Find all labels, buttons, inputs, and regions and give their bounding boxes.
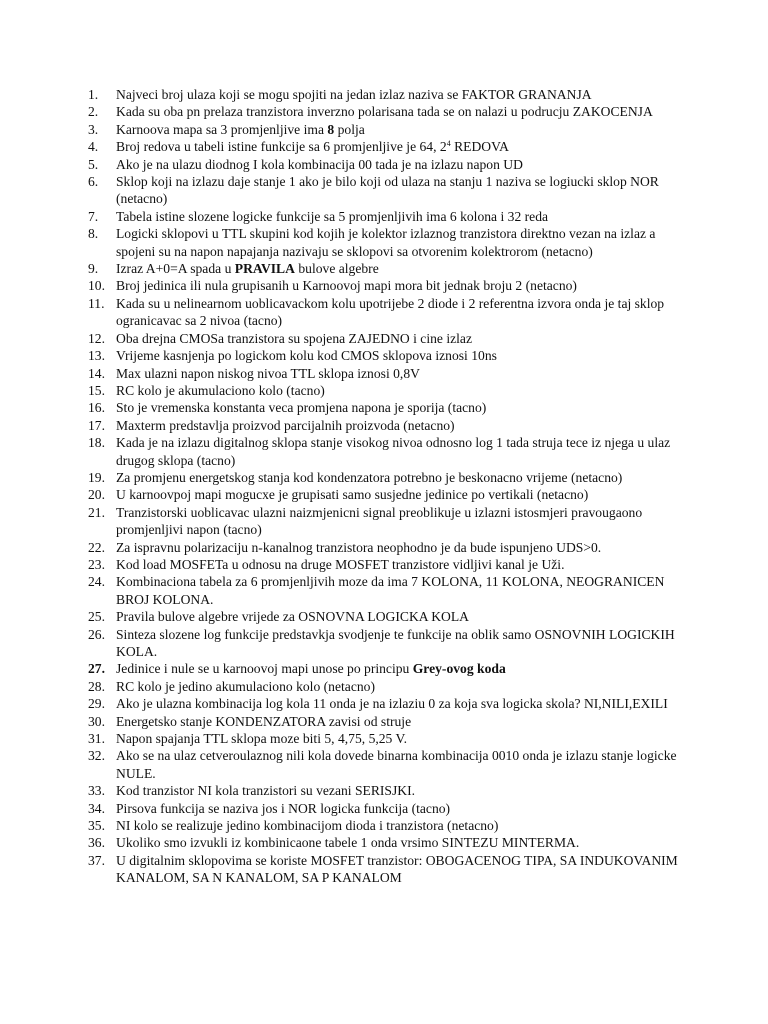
item-text	[116, 487, 588, 502]
item-number: 30.	[88, 713, 105, 729]
bold-text: PRAVILA	[234, 261, 295, 277]
list-item	[88, 225, 688, 260]
text-segment: Napon spajanja TTL sklopa moze biti 5, 4,75, 5,25 V.	[116, 731, 407, 747]
item-text	[116, 383, 325, 398]
item-number: 27.	[88, 661, 105, 677]
item-number: 31.	[88, 731, 105, 747]
list-item	[88, 277, 688, 294]
text-segment: Vrijeme kasnjenja po logickom kolu kod CMOS sklopova iznosi 10ns	[116, 348, 497, 364]
item-number: 21.	[88, 504, 105, 520]
item-number: 2.	[88, 104, 99, 120]
text-segment: Logicki sklopovi u TTL skupini kod kojih je kolektor izlaznog tranzistora direktno vezan na izlaz a spojeni su na napon napajanja nazivaju se sklopovi sa otvorenim kolektrorom (netacno)	[116, 226, 656, 259]
text-segment: Ukoliko smo izvukli iz kombinicaone tabele 1 onda vrsimo SINTEZU MINTERMA.	[116, 835, 580, 851]
bold-text: Grey-ovog koda	[412, 661, 506, 677]
text-segment: Max ulazni napon niskog nivoa TTL sklopa iznosi 0,8V	[116, 365, 420, 381]
item-number: 33.	[88, 783, 105, 799]
item-text	[116, 748, 677, 780]
list-item	[88, 382, 688, 399]
item-number: 23.	[88, 556, 105, 572]
item-text	[116, 557, 564, 572]
list-item	[88, 573, 688, 608]
text-segment: Broj jedinica ili nula grupisanih u Karnoovoj mapi mora bit jednak broju 2 (netacno)	[116, 278, 577, 294]
item-number: 3.	[88, 121, 99, 137]
item-text	[116, 226, 655, 258]
text-segment: Pravila bulove algebre vrijede za OSNOVNA LOGICKA KOLA	[116, 609, 469, 625]
item-text	[116, 348, 497, 363]
list-item	[88, 730, 688, 747]
item-text	[116, 209, 548, 224]
item-number: 14.	[88, 365, 105, 381]
item-text	[116, 801, 450, 816]
list-item	[88, 330, 688, 347]
item-text	[116, 174, 659, 206]
item-text	[116, 400, 486, 415]
text-segment: Kada su oba pn prelaza tranzistora inverzno polarisana tada se on nalazi u podrucju ZAKOCENJA	[116, 104, 653, 120]
item-text	[116, 470, 622, 485]
item-number: 32.	[88, 748, 105, 764]
text-segment: Pirsova funkcija se naziva jos i NOR logicka funkcija (tacno)	[116, 800, 451, 816]
list-item	[88, 782, 688, 799]
item-number: 11.	[88, 295, 105, 311]
text-segment: Kod load MOSFETa u odnosu na druge MOSFET tranzistore vidljivi kanal je Uži.	[116, 556, 565, 572]
list-item	[88, 121, 688, 138]
item-text	[116, 627, 675, 659]
item-text	[116, 835, 579, 850]
item-text	[116, 157, 523, 172]
item-number: 5.	[88, 156, 99, 172]
list-item	[88, 138, 688, 155]
item-text	[116, 104, 653, 119]
item-number: 22.	[88, 539, 105, 555]
item-number: 28.	[88, 678, 105, 694]
list-item	[88, 173, 688, 208]
item-number: 29.	[88, 696, 105, 712]
item-text	[116, 505, 642, 537]
item-text	[116, 418, 455, 433]
text-segment: Sinteza slozene log funkcije predstavkja svodjenje te funkcije na oblik samo OSNOVNIH LOGICKIH KOLA.	[116, 626, 675, 659]
item-text	[116, 278, 577, 293]
list-item	[88, 208, 688, 225]
text-segment: NI kolo se realizuje jedino kombinacijom dioda i tranzistora (netacno)	[116, 818, 499, 834]
item-text	[116, 540, 601, 555]
list-item	[88, 608, 688, 625]
item-number: 4.	[88, 139, 99, 155]
item-number: 9.	[88, 261, 99, 277]
list-item	[88, 103, 688, 120]
text-segment: Za promjenu energetskog stanja kod kondenzatora potrebno je beskonacno vrijeme (netacno)	[116, 469, 623, 485]
list-item	[88, 852, 688, 887]
item-text	[116, 679, 375, 694]
list-item	[88, 504, 688, 539]
list-item	[88, 695, 688, 712]
text-segment: RC kolo je akumulaciono kolo (tacno)	[116, 382, 325, 398]
item-number: 7.	[88, 208, 99, 224]
item-number: 24.	[88, 574, 105, 590]
list-item	[88, 399, 688, 416]
item-number: 35.	[88, 818, 105, 834]
item-number: 15.	[88, 382, 105, 398]
list-item	[88, 469, 688, 486]
item-text	[116, 714, 411, 729]
text-segment: RC kolo je jedino akumulaciono kolo (netacno)	[116, 678, 375, 694]
text-segment: Sklop koji na izlazu daje stanje 1 ako je bilo koji od ulaza na stanju 1 naziva se logiucki sklop NOR (netacno)	[116, 174, 659, 207]
item-text	[116, 818, 498, 833]
list-item	[88, 678, 688, 695]
list-item	[88, 260, 688, 277]
item-text	[116, 731, 407, 746]
item-number: 37.	[88, 852, 105, 868]
item-number: 36.	[88, 835, 105, 851]
list-item	[88, 365, 688, 382]
text-segment: Najveci broj ulaza koji se mogu spojiti na jedan izlaz naziva se FAKTOR GRANANJA	[116, 87, 592, 102]
item-number: 12.	[88, 330, 105, 346]
text-segment: Jedinice i nule se u karnoovoj mapi unose po principu	[116, 661, 413, 677]
item-number: 10.	[88, 278, 105, 294]
item-text	[116, 366, 420, 381]
list-item	[88, 660, 688, 677]
item-number: 18.	[88, 435, 105, 451]
item-text	[116, 661, 506, 676]
item-number: 34.	[88, 800, 105, 816]
item-text	[116, 296, 664, 328]
item-number: 8.	[88, 226, 99, 242]
item-text	[116, 574, 664, 606]
list-item	[88, 713, 688, 730]
item-number: 1.	[88, 87, 99, 102]
list-item	[88, 295, 688, 330]
text-segment: Karnoova mapa sa 3 promjenljive ima	[116, 121, 328, 137]
item-number: 19.	[88, 469, 105, 485]
text-segment: Energetsko stanje KONDENZATORA zavisi od struje	[116, 713, 412, 729]
list-item	[88, 556, 688, 573]
text-segment: Kada je na izlazu digitalnog sklopa stanje visokog nivoa odnosno log 1 tada struja tece iz njega u ulaz drugog sklopa (tacno)	[116, 435, 671, 468]
item-text	[116, 783, 415, 798]
text-segment: Sto je vremenska konstanta veca promjena napona je sporija (tacno)	[116, 400, 487, 416]
list-item	[88, 434, 688, 469]
item-number: 20.	[88, 487, 105, 503]
question-list	[88, 86, 688, 887]
list-item	[88, 486, 688, 503]
item-text	[116, 435, 670, 467]
text-segment: Ako se na ulaz cetveroulaznog nili kola dovede binarna kombinacija 0010 onda je izlazu stanje logicke NULE.	[116, 748, 677, 781]
text-segment: polja	[334, 121, 365, 137]
bold-text: 8	[327, 121, 335, 137]
item-text	[116, 122, 365, 137]
list-item	[88, 626, 688, 661]
list-item	[88, 747, 688, 782]
list-item	[88, 817, 688, 834]
text-segment: Kombinaciona tabela za 6 promjenljivih moze da ima 7 KOLONA, 11 KOLONA, NEOGRANICEN BROJ KOLONA.	[116, 574, 665, 607]
text-segment: Kod tranzistor NI kola tranzistori su vezani SERISJKI.	[116, 783, 416, 799]
text-segment: Za ispravnu polarizaciju n-kanalnog tranzistora neophodno je da bude ispunjeno UDS>0.	[116, 539, 602, 555]
text-segment: Ako je na ulazu diodnog I kola kombinacija 00 tada je na izlazu napon UD	[116, 156, 523, 172]
item-text	[116, 261, 379, 276]
text-segment: U digitalnim sklopovima se koriste MOSFET tranzistor: OBOGACENOG TIPA, SA INDUKOVANIM KANALOM, SA N KANALOM, SA P KANALOM	[116, 852, 678, 886]
item-text	[116, 609, 469, 624]
text-segment: Maxterm predstavlja proizvod parcijalnih proizvoda (netacno)	[116, 417, 455, 433]
text-segment: Izraz A+0=A spada u	[116, 261, 235, 277]
item-number: 13.	[88, 348, 105, 364]
superscript: 4	[446, 139, 451, 149]
text-segment: Tranzistorski uoblicavac ulazni naizmjenicni signal preoblikuje u izlazni istosmjeri pravougaono promjenljivi napon (tacno)	[116, 504, 643, 538]
item-number: 16.	[88, 400, 105, 416]
text-segment: Broj redova u tabeli istine funkcije sa 6 promjenljive je 64, 2	[116, 139, 447, 155]
list-item	[88, 539, 688, 556]
item-text	[116, 331, 472, 346]
text-segment: Oba drejna CMOSa tranzistora su spojena ZAJEDNO i cine izlaz	[116, 330, 472, 346]
item-number: 25.	[88, 609, 105, 625]
item-text	[116, 87, 592, 102]
list-item	[88, 834, 688, 851]
item-number: 26.	[88, 626, 105, 642]
item-text	[116, 696, 668, 711]
item-number: 17.	[88, 417, 105, 433]
list-item	[88, 417, 688, 434]
list-item	[88, 800, 688, 817]
text-segment: Ako je ulazna kombinacija log kola 11 onda je na izlaziu 0 za koja sva logicka skola? NI,NILI,EXILI	[116, 696, 668, 712]
item-number: 6.	[88, 174, 99, 190]
text-segment: Tabela istine slozene logicke funkcije sa 5 promjenljivih ima 6 kolona i 32 reda	[116, 208, 549, 224]
list-item	[88, 347, 688, 364]
item-text	[116, 853, 678, 885]
list-item	[88, 156, 688, 173]
text-segment: Kada su u nelinearnom uoblicavackom kolu upotrijebe 2 diode i 2 referentna izvora onda je taj sklop ogranicavac sa 2 nivoa (tacno)	[116, 295, 665, 329]
item-text	[116, 139, 509, 154]
list-item	[88, 86, 688, 103]
text-segment: bulove algebre	[294, 261, 379, 277]
text-segment: U karnoovpoj mapi mogucxe je grupisati samo susjedne jedinice po vertikali (netacno)	[116, 487, 589, 503]
text-segment: REDOVA	[450, 139, 509, 155]
